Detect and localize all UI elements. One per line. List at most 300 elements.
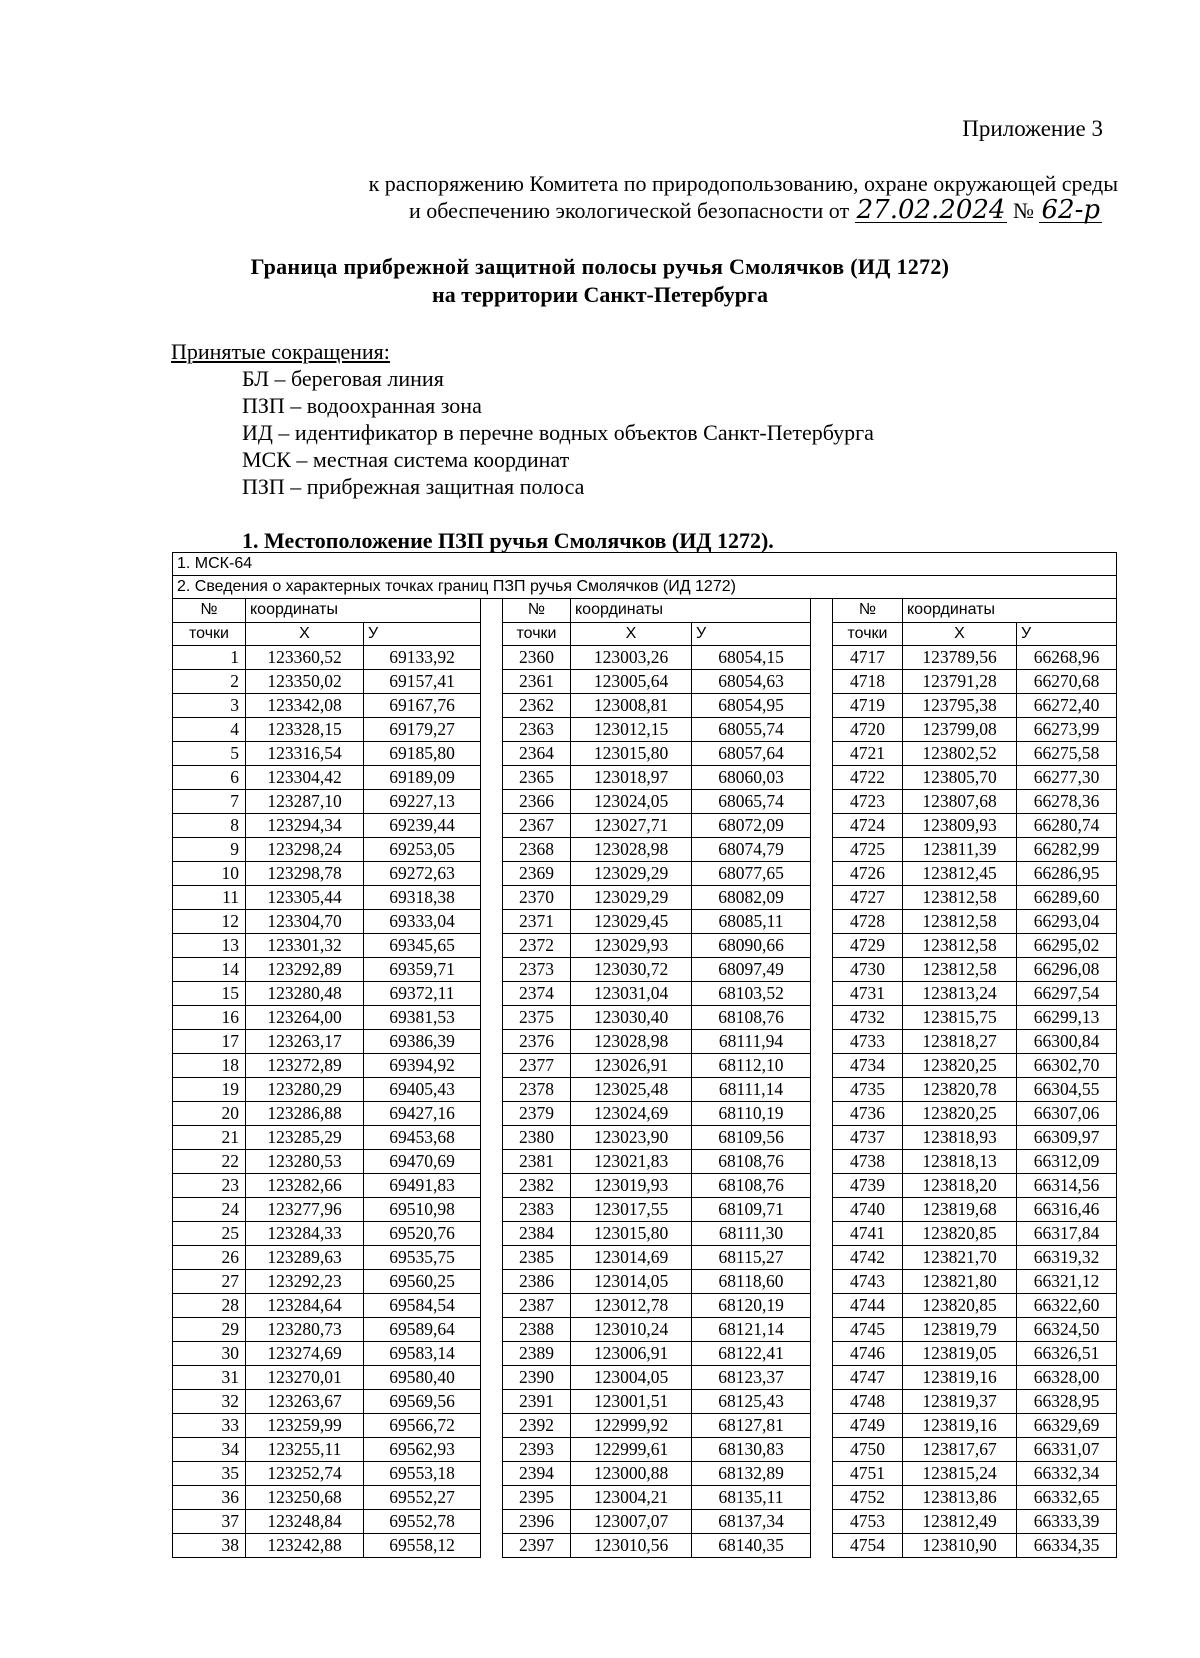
y-coordinate-cell: 69427,16 (364, 1101, 481, 1125)
y-coordinate-cell: 68108,76 (692, 1005, 811, 1029)
point-number-cell: 2366 (503, 789, 571, 813)
coordinates-table-body (173, 553, 1117, 1558)
y-coordinate-cell: 69227,13 (364, 789, 481, 813)
number-header: № (833, 599, 903, 623)
point-number-cell: 4719 (833, 693, 903, 717)
y-coordinate-cell: 66324,50 (1017, 1317, 1117, 1341)
y-coordinate-cell: 68103,52 (692, 981, 811, 1005)
x-coordinate-cell: 123017,55 (571, 1197, 692, 1221)
x-coordinate-cell: 123015,80 (571, 1221, 692, 1245)
x-coordinate-cell: 123812,49 (903, 1509, 1017, 1533)
column-gap (811, 1293, 833, 1317)
x-coordinate-cell: 123263,67 (246, 1389, 364, 1413)
x-header: Х (571, 622, 692, 645)
y-coordinate-cell: 69553,18 (364, 1461, 481, 1485)
point-number-cell: 4736 (833, 1101, 903, 1125)
table-row (173, 1125, 1117, 1149)
table-row (173, 1029, 1117, 1053)
y-coordinate-cell: 66309,97 (1017, 1125, 1117, 1149)
y-coordinate-cell: 68108,76 (692, 1173, 811, 1197)
column-gap (811, 765, 833, 789)
x-coordinate-cell: 123000,88 (571, 1461, 692, 1485)
x-coordinate-cell: 123018,97 (571, 765, 692, 789)
table-row (173, 1437, 1117, 1461)
y-coordinate-cell: 68112,10 (692, 1053, 811, 1077)
y-coordinate-cell: 69345,65 (364, 933, 481, 957)
x-coordinate-cell: 123292,23 (246, 1269, 364, 1293)
point-number-cell: 8 (173, 813, 246, 837)
point-number-cell: 2377 (503, 1053, 571, 1077)
point-number-cell: 4731 (833, 981, 903, 1005)
point-number-cell: 2392 (503, 1413, 571, 1437)
x-coordinate-cell: 123015,80 (571, 741, 692, 765)
column-gap (481, 1005, 503, 1029)
column-gap (481, 717, 503, 741)
point-number-cell: 34 (173, 1437, 246, 1461)
point-number-cell: 4740 (833, 1197, 903, 1221)
x-coordinate-cell: 123006,91 (571, 1341, 692, 1365)
x-coordinate-cell: 123023,90 (571, 1125, 692, 1149)
y-coordinate-cell: 69589,64 (364, 1317, 481, 1341)
point-number-cell: 4741 (833, 1221, 903, 1245)
y-coordinate-cell: 68054,15 (692, 645, 811, 669)
x-coordinate-cell: 123820,85 (903, 1293, 1017, 1317)
point-number-cell: 16 (173, 1005, 246, 1029)
table-row (173, 1221, 1117, 1245)
point-number-cell: 29 (173, 1317, 246, 1341)
point-number-cell: 2379 (503, 1101, 571, 1125)
point-number-cell: 5 (173, 741, 246, 765)
x-coordinate-cell: 123252,74 (246, 1461, 364, 1485)
order-line-2-prefix: и обеспечению экологической безопасности от (408, 198, 850, 223)
y-coordinate-cell: 66316,46 (1017, 1197, 1117, 1221)
column-gap (481, 981, 503, 1005)
y-coordinate-cell: 68120,19 (692, 1293, 811, 1317)
x-coordinate-cell: 123264,00 (246, 1005, 364, 1029)
point-number-cell: 4735 (833, 1077, 903, 1101)
point-number-cell: 2363 (503, 717, 571, 741)
y-coordinate-cell: 68122,41 (692, 1341, 811, 1365)
x-coordinate-cell: 123027,71 (571, 813, 692, 837)
point-number-cell: 2362 (503, 693, 571, 717)
y-coordinate-cell: 68085,11 (692, 909, 811, 933)
point-number-cell: 4729 (833, 933, 903, 957)
y-coordinate-cell: 68121,14 (692, 1317, 811, 1341)
y-coordinate-cell: 69239,44 (364, 813, 481, 837)
point-number-cell: 37 (173, 1509, 246, 1533)
x-coordinate-cell: 123812,58 (903, 933, 1017, 957)
x-coordinate-cell: 123272,89 (246, 1053, 364, 1077)
y-coordinate-cell: 66272,40 (1017, 693, 1117, 717)
x-header: Х (903, 622, 1017, 645)
y-coordinate-cell: 66297,54 (1017, 981, 1117, 1005)
x-coordinate-cell: 123799,08 (903, 717, 1017, 741)
point-number-cell: 26 (173, 1245, 246, 1269)
x-coordinate-cell: 123014,69 (571, 1245, 692, 1269)
x-coordinate-cell: 123819,16 (903, 1365, 1017, 1389)
column-gap (481, 645, 503, 669)
x-coordinate-cell: 123031,04 (571, 981, 692, 1005)
y-coordinate-cell: 69491,83 (364, 1173, 481, 1197)
point-number-cell: 4733 (833, 1029, 903, 1053)
column-gap (481, 1341, 503, 1365)
column-gap (811, 981, 833, 1005)
x-coordinate-cell: 123019,93 (571, 1173, 692, 1197)
point-number-cell: 2391 (503, 1389, 571, 1413)
column-gap (811, 957, 833, 981)
column-gap (481, 1149, 503, 1173)
table-row (173, 1293, 1117, 1317)
table-row (173, 1053, 1117, 1077)
document-title-line-2: на территории Санкт-Петербурга (432, 282, 768, 307)
y-coordinate-cell: 66275,58 (1017, 741, 1117, 765)
point-number-cell: 28 (173, 1293, 246, 1317)
x-coordinate-cell: 123012,78 (571, 1293, 692, 1317)
point-number-cell: 13 (173, 933, 246, 957)
column-gap (481, 1365, 503, 1389)
column-gap (811, 1149, 833, 1173)
column-gap (481, 1293, 503, 1317)
y-coordinate-cell: 69584,54 (364, 1293, 481, 1317)
point-number-cell: 4727 (833, 885, 903, 909)
point-number-cell: 22 (173, 1149, 246, 1173)
table-row (173, 837, 1117, 861)
point-number-cell: 2371 (503, 909, 571, 933)
y-coordinate-cell: 69560,25 (364, 1269, 481, 1293)
column-gap (481, 599, 503, 623)
y-coordinate-cell: 68108,76 (692, 1149, 811, 1173)
table-row-description (173, 576, 1117, 599)
x-coordinate-cell: 123802,52 (903, 741, 1017, 765)
y-coordinate-cell: 69253,05 (364, 837, 481, 861)
point-number-cell: 4720 (833, 717, 903, 741)
point-number-cell: 33 (173, 1413, 246, 1437)
y-coordinate-cell: 69552,27 (364, 1485, 481, 1509)
table-header-row (173, 599, 1117, 623)
point-number-cell: 35 (173, 1461, 246, 1485)
x-coordinate-cell: 123821,80 (903, 1269, 1017, 1293)
x-header: Х (246, 622, 364, 645)
column-gap (481, 885, 503, 909)
y-coordinate-cell: 68057,64 (692, 741, 811, 765)
y-coordinate-cell: 66299,13 (1017, 1005, 1117, 1029)
point-number-cell: 2365 (503, 765, 571, 789)
y-coordinate-cell: 66296,08 (1017, 957, 1117, 981)
y-coordinate-cell: 66300,84 (1017, 1029, 1117, 1053)
column-gap (481, 1269, 503, 1293)
x-coordinate-cell: 123818,13 (903, 1149, 1017, 1173)
y-coordinate-cell: 68074,79 (692, 837, 811, 861)
point-number-cell: 2388 (503, 1317, 571, 1341)
column-gap (811, 1413, 833, 1437)
point-number-cell: 2386 (503, 1269, 571, 1293)
x-coordinate-cell: 123285,29 (246, 1125, 364, 1149)
x-coordinate-cell: 123250,68 (246, 1485, 364, 1509)
x-coordinate-cell: 123286,88 (246, 1101, 364, 1125)
y-coordinate-cell: 68082,09 (692, 885, 811, 909)
x-coordinate-cell: 123819,68 (903, 1197, 1017, 1221)
y-coordinate-cell: 66273,99 (1017, 717, 1117, 741)
point-number-cell: 20 (173, 1101, 246, 1125)
y-coordinate-cell: 69580,40 (364, 1365, 481, 1389)
y-coordinate-cell: 66278,36 (1017, 789, 1117, 813)
table-row (173, 1197, 1117, 1221)
point-number-cell: 2383 (503, 1197, 571, 1221)
point-number-cell: 12 (173, 909, 246, 933)
table-row (173, 1173, 1117, 1197)
x-coordinate-cell: 123029,29 (571, 861, 692, 885)
x-coordinate-cell: 123316,54 (246, 741, 364, 765)
column-gap (481, 789, 503, 813)
point-number-cell: 14 (173, 957, 246, 981)
y-coordinate-cell: 68132,89 (692, 1461, 811, 1485)
point-number-cell: 2385 (503, 1245, 571, 1269)
y-coordinate-cell: 66268,96 (1017, 645, 1117, 669)
point-number-cell: 2374 (503, 981, 571, 1005)
point-number-cell: 6 (173, 765, 246, 789)
x-coordinate-cell: 123003,26 (571, 645, 692, 669)
abbreviation-item: МСК – местная система координат (242, 447, 570, 472)
table-row (173, 861, 1117, 885)
column-gap (811, 1245, 833, 1269)
coordinates-table (172, 552, 1117, 1558)
table-row (173, 1005, 1117, 1029)
section-title: 1. Местоположение ПЗП ручья Смолячков (ИД 1272). (242, 528, 774, 553)
x-coordinate-cell: 123294,34 (246, 813, 364, 837)
column-gap (811, 1221, 833, 1245)
point-number-cell: 4737 (833, 1125, 903, 1149)
y-coordinate-cell: 68111,30 (692, 1221, 811, 1245)
point-number-cell: 2384 (503, 1221, 571, 1245)
x-coordinate-cell: 123328,15 (246, 717, 364, 741)
x-coordinate-cell: 123821,70 (903, 1245, 1017, 1269)
y-coordinate-cell: 66331,07 (1017, 1437, 1117, 1461)
x-coordinate-cell: 123263,17 (246, 1029, 364, 1053)
y-coordinate-cell: 69566,72 (364, 1413, 481, 1437)
point-number-cell: 27 (173, 1269, 246, 1293)
point-number-cell: 4724 (833, 813, 903, 837)
x-coordinate-cell: 123242,88 (246, 1533, 364, 1557)
column-gap (481, 1221, 503, 1245)
column-gap (481, 813, 503, 837)
point-number-cell: 23 (173, 1173, 246, 1197)
x-coordinate-cell: 123791,28 (903, 669, 1017, 693)
column-gap (481, 1173, 503, 1197)
point-number-cell: 3 (173, 693, 246, 717)
x-coordinate-cell: 123280,53 (246, 1149, 364, 1173)
point-number-cell: 17 (173, 1029, 246, 1053)
x-coordinate-cell: 123298,24 (246, 837, 364, 861)
column-gap (481, 693, 503, 717)
point-number-cell: 2395 (503, 1485, 571, 1509)
column-gap (481, 957, 503, 981)
x-coordinate-cell: 123813,86 (903, 1485, 1017, 1509)
point-number-cell: 2373 (503, 957, 571, 981)
point-number-cell: 4753 (833, 1509, 903, 1533)
point-number-cell: 4742 (833, 1245, 903, 1269)
y-coordinate-cell: 68123,37 (692, 1365, 811, 1389)
column-gap (481, 1245, 503, 1269)
y-coordinate-cell: 68054,95 (692, 693, 811, 717)
x-coordinate-cell: 123812,58 (903, 957, 1017, 981)
x-coordinate-cell: 123305,44 (246, 885, 364, 909)
x-coordinate-cell: 123817,67 (903, 1437, 1017, 1461)
point-number-cell: 2387 (503, 1293, 571, 1317)
abbreviation-item: БЛ – береговая линия (242, 366, 444, 391)
y-coordinate-cell: 69583,14 (364, 1341, 481, 1365)
y-coordinate-cell: 66295,02 (1017, 933, 1117, 957)
x-coordinate-cell: 123280,29 (246, 1077, 364, 1101)
x-coordinate-cell: 123277,96 (246, 1197, 364, 1221)
y-coordinate-cell: 66289,60 (1017, 885, 1117, 909)
x-coordinate-cell: 123810,90 (903, 1533, 1017, 1557)
point-number-cell: 4749 (833, 1413, 903, 1437)
y-coordinate-cell: 69470,69 (364, 1149, 481, 1173)
column-gap (481, 1389, 503, 1413)
table-row (173, 909, 1117, 933)
x-coordinate-cell: 123026,91 (571, 1053, 692, 1077)
x-coordinate-cell: 123024,69 (571, 1101, 692, 1125)
y-coordinate-cell: 66329,69 (1017, 1413, 1117, 1437)
point-number-cell: 2375 (503, 1005, 571, 1029)
point-number-cell: 7 (173, 789, 246, 813)
y-coordinate-cell: 66328,00 (1017, 1365, 1117, 1389)
order-line-1: к распоряжению Комитета по природопользованию, охране окружающей среды (368, 171, 1118, 196)
table-row (173, 1533, 1117, 1557)
table-row (173, 765, 1117, 789)
y-coordinate-cell: 68077,65 (692, 861, 811, 885)
y-coordinate-cell: 66332,65 (1017, 1485, 1117, 1509)
y-coordinate-cell: 68111,94 (692, 1029, 811, 1053)
x-coordinate-cell: 123807,68 (903, 789, 1017, 813)
column-gap (811, 1461, 833, 1485)
column-gap (811, 622, 833, 645)
y-coordinate-cell: 69272,63 (364, 861, 481, 885)
point-number-cell: 4743 (833, 1269, 903, 1293)
point-number-cell: 18 (173, 1053, 246, 1077)
x-coordinate-cell: 123029,29 (571, 885, 692, 909)
number-sign: № (1012, 198, 1034, 223)
table-row-system (173, 553, 1117, 576)
y-coordinate-cell: 68060,03 (692, 765, 811, 789)
point-number-cell: 2372 (503, 933, 571, 957)
y-coordinate-cell: 69394,92 (364, 1053, 481, 1077)
x-coordinate-cell: 123820,25 (903, 1101, 1017, 1125)
point-number-cell: 2378 (503, 1077, 571, 1101)
y-coordinate-cell: 66312,09 (1017, 1149, 1117, 1173)
point-header: точки (833, 622, 903, 645)
x-coordinate-cell: 123805,70 (903, 765, 1017, 789)
point-number-cell: 24 (173, 1197, 246, 1221)
y-coordinate-cell: 66270,68 (1017, 669, 1117, 693)
handwritten-order-number: 62-р (1041, 195, 1100, 225)
y-coordinate-cell: 69333,04 (364, 909, 481, 933)
y-coordinate-cell: 69381,53 (364, 1005, 481, 1029)
point-number-cell: 10 (173, 861, 246, 885)
x-coordinate-cell: 123030,40 (571, 1005, 692, 1029)
point-number-cell: 11 (173, 885, 246, 909)
x-coordinate-cell: 123812,58 (903, 909, 1017, 933)
point-header: точки (173, 622, 246, 645)
y-coordinate-cell: 68065,74 (692, 789, 811, 813)
y-coordinate-cell: 69167,76 (364, 693, 481, 717)
column-gap (811, 909, 833, 933)
y-coordinate-cell: 69189,09 (364, 765, 481, 789)
x-coordinate-cell: 123005,64 (571, 669, 692, 693)
coordinate-system-cell: 1. МСК-64 (173, 553, 1117, 576)
table-row (173, 1461, 1117, 1485)
table-row (173, 1269, 1117, 1293)
x-coordinate-cell: 123004,05 (571, 1365, 692, 1389)
x-coordinate-cell: 123010,24 (571, 1317, 692, 1341)
point-number-cell: 4725 (833, 837, 903, 861)
column-gap (811, 837, 833, 861)
document-title-line-1: Граница прибрежной защитной полосы ручья Смолячков (ИД 1272) (250, 254, 950, 279)
y-header: У (364, 622, 481, 645)
column-gap (481, 1485, 503, 1509)
y-header: У (1017, 622, 1117, 645)
x-coordinate-cell: 123270,01 (246, 1365, 364, 1389)
y-coordinate-cell: 66334,35 (1017, 1533, 1117, 1557)
y-coordinate-cell: 69453,68 (364, 1125, 481, 1149)
column-gap (811, 1005, 833, 1029)
y-coordinate-cell: 69552,78 (364, 1509, 481, 1533)
y-coordinate-cell: 68130,83 (692, 1437, 811, 1461)
y-coordinate-cell: 66319,32 (1017, 1245, 1117, 1269)
point-number-cell: 21 (173, 1125, 246, 1149)
y-coordinate-cell: 66333,39 (1017, 1509, 1117, 1533)
x-coordinate-cell: 122999,61 (571, 1437, 692, 1461)
y-coordinate-cell: 69562,93 (364, 1437, 481, 1461)
y-coordinate-cell: 68135,11 (692, 1485, 811, 1509)
x-coordinate-cell: 123010,56 (571, 1533, 692, 1557)
x-coordinate-cell: 123289,63 (246, 1245, 364, 1269)
point-number-cell: 4745 (833, 1317, 903, 1341)
point-number-cell: 4722 (833, 765, 903, 789)
x-coordinate-cell: 123028,98 (571, 837, 692, 861)
table-row (173, 1365, 1117, 1389)
x-coordinate-cell: 123282,66 (246, 1173, 364, 1197)
point-number-cell: 2376 (503, 1029, 571, 1053)
table-row (173, 669, 1117, 693)
x-coordinate-cell: 123014,05 (571, 1269, 692, 1293)
y-coordinate-cell: 69520,76 (364, 1221, 481, 1245)
x-coordinate-cell: 123025,48 (571, 1077, 692, 1101)
column-gap (811, 1509, 833, 1533)
x-coordinate-cell: 123008,81 (571, 693, 692, 717)
x-coordinate-cell: 123012,15 (571, 717, 692, 741)
x-coordinate-cell: 123259,99 (246, 1413, 364, 1437)
x-coordinate-cell: 122999,92 (571, 1413, 692, 1437)
x-coordinate-cell: 123287,10 (246, 789, 364, 813)
table-row (173, 933, 1117, 957)
x-coordinate-cell: 123007,07 (571, 1509, 692, 1533)
column-gap (481, 1101, 503, 1125)
y-coordinate-cell: 66307,06 (1017, 1101, 1117, 1125)
x-coordinate-cell: 123280,73 (246, 1317, 364, 1341)
column-gap (481, 741, 503, 765)
y-header: У (692, 622, 811, 645)
point-number-cell: 2370 (503, 885, 571, 909)
table-row (173, 1317, 1117, 1341)
x-coordinate-cell: 123029,93 (571, 933, 692, 957)
x-coordinate-cell: 123284,64 (246, 1293, 364, 1317)
column-gap (481, 837, 503, 861)
abbreviation-item: ПЗП – водоохранная зона (242, 393, 482, 418)
column-gap (811, 1125, 833, 1149)
point-number-cell: 4732 (833, 1005, 903, 1029)
point-number-cell: 2369 (503, 861, 571, 885)
